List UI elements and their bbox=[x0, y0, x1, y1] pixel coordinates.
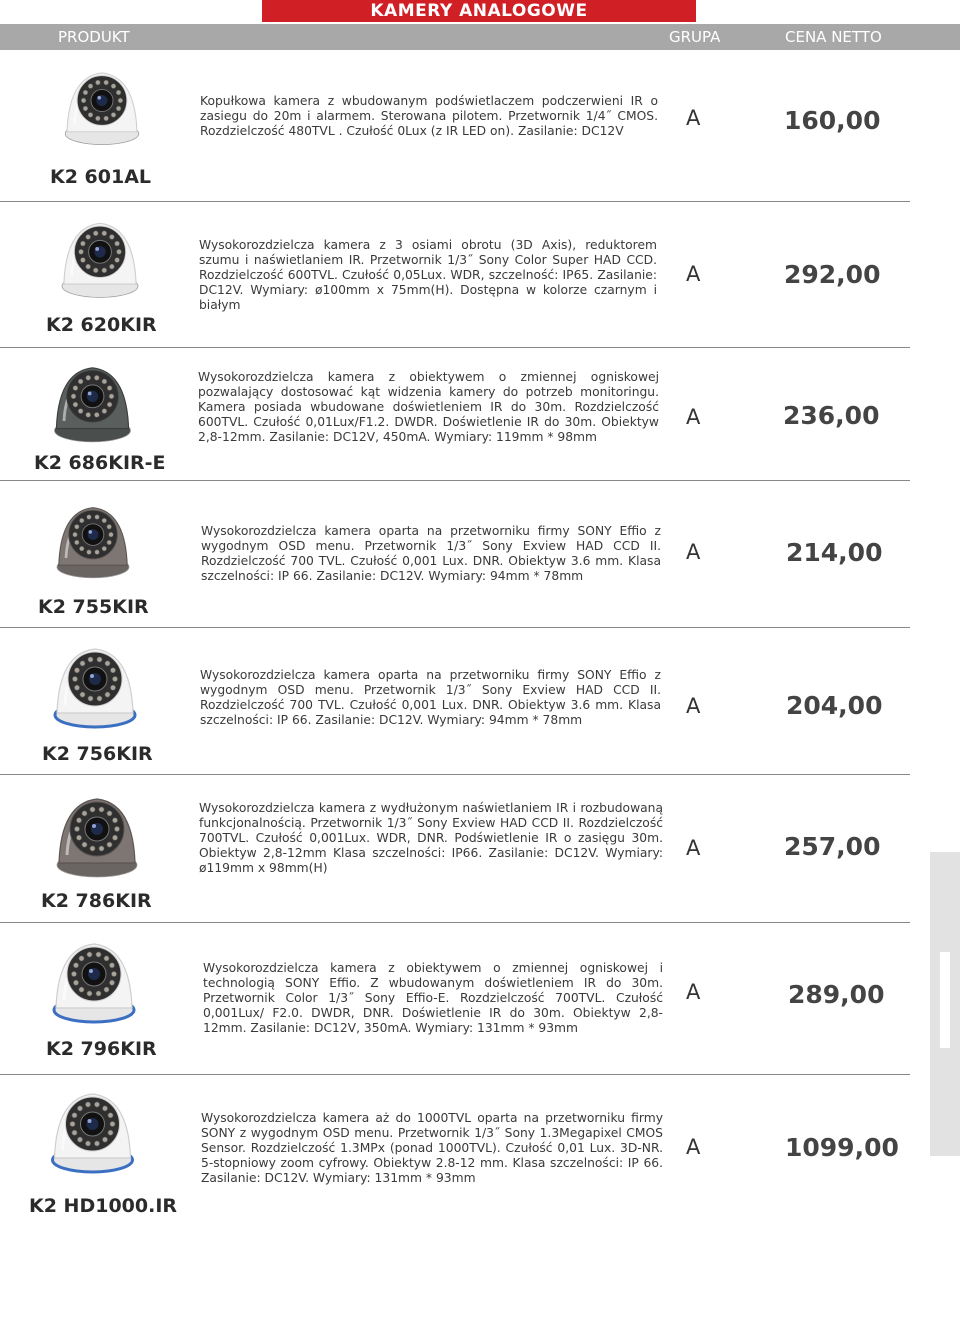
header-product: PRODUKT bbox=[58, 28, 130, 46]
product-group: A bbox=[686, 836, 701, 860]
product-description: Kopułkowa kamera z wbudowanym podświetlaczem podczerwieni IR o zasiegu do 20m i alarmem. Sterowana pilotem. Przetwornik 1/4˝ CMOS. Rozdzielczość 480TVL . Czułość 0Lux (z IR LED on). Zasilanie: DC12V bbox=[200, 94, 658, 138]
product-price: 1099,00 bbox=[785, 1133, 899, 1162]
product-description: Wysokorozdzielcza kamera oparta na przetworniku firmy SONY Effio z wygodnym OSD menu. Przetwornik 1/3˝ Sony Exview HAD CCD II. Rozdzielczość 700 TVL. Czułość 0,001 Lux. DNR. Obiektyw 3.6 mm. Klasa szczelności: IP 66. Zasilanie: DC12V. Wymiary: 94mm * 78mm bbox=[200, 668, 661, 727]
product-description: Wysokorozdzielcza kamera z wydłużonym naświetlaniem IR i rozbudowaną funkcjonalnością. Przetwornik 1/3˝ Sony Exview HAD CCD II. Rozdzielczość 700TVL. Czułość 0,001Lux. WDR, DNR. Podświetlenie IR o zasięgu 30m. Obiektyw 2,8-12mm Klasa szczelności: IP66. Zasilanie: DC12V. Wymiary: ø119mm x 98mm(H) bbox=[199, 801, 663, 875]
product-group: A bbox=[686, 1135, 701, 1159]
product-price: 292,00 bbox=[784, 260, 881, 289]
camera-photo bbox=[45, 635, 145, 735]
product-row bbox=[0, 775, 910, 923]
header-price: CENA NETTO bbox=[785, 28, 882, 46]
product-image bbox=[40, 1080, 145, 1180]
product-row bbox=[0, 55, 910, 202]
camera-photo bbox=[45, 352, 140, 452]
product-description: Wysokorozdzielcza kamera z obiektywem o zmiennej ogniskowej i technologią SONY Effio. Z wbudowanym doświetleniem IR do 30m. Przetwornik Color 1/3˝ Sony Effio-E. Rozdzielczość 700TVL. Czułość 0,001Lux/ F2.0. DWDR, DNR. Doświetlenie IR do 30m. Obiektyw 2,8-12mm. Zasilanie: DC12V, 350mA. Wymiary: 131mm * 93mm bbox=[203, 961, 663, 1035]
camera-photo bbox=[38, 785, 156, 885]
product-group: A bbox=[686, 262, 701, 286]
section-banner bbox=[262, 0, 696, 22]
product-code: K2 786KIR bbox=[41, 890, 152, 912]
product-price: 289,00 bbox=[788, 980, 885, 1009]
camera-photo bbox=[40, 930, 148, 1030]
product-description: Wysokorozdzielcza kamera z 3 osiami obrotu (3D Axis), reduktorem szumu i naświetlaniem IR. Przetwornik 1/3˝ Sony Color Super HAD CCD. Rozdzielczość 600TVL. Czułość 0,05Lux. WDR, szczelność: IP65. Zasilanie: DC12V. Wymiary: ø100mm x 75mm(H). Dostępna w kolorze czarnym i białym bbox=[199, 238, 657, 312]
product-image bbox=[48, 490, 138, 590]
product-row bbox=[0, 628, 910, 775]
product-price: 257,00 bbox=[784, 832, 881, 861]
camera-photo bbox=[40, 1080, 145, 1180]
side-tab bbox=[930, 852, 960, 1156]
table-header bbox=[0, 24, 960, 50]
product-code: K2 620KIR bbox=[46, 314, 157, 336]
side-tab-mark bbox=[940, 952, 950, 1048]
product-price: 236,00 bbox=[783, 401, 880, 430]
product-description: Wysokorozdzielcza kamera z obiektywem o zmiennej ogniskowej pozwalający dostosować kąt widzenia kamery do potrzeb monitoringu. Kamera posiada wbudowane doświetleniem IR do 30m. Rozdzielczość 600TVL. Czułość 0,01Lux/F1.2. DWDR. Doświetlenie IR do 30m. Obiektyw 2,8-12mm. Zasilanie: DC12V, 450mA. Wymiary: 119mm * 98mm bbox=[198, 370, 659, 444]
product-code: K2 756KIR bbox=[42, 743, 153, 765]
product-code: K2 601AL bbox=[50, 166, 152, 188]
product-code: K2 755KIR bbox=[38, 596, 149, 618]
product-price: 160,00 bbox=[784, 106, 881, 135]
product-description: Wysokorozdzielcza kamera aż do 1000TVL oparta na przetworniku firmy SONY z wygodnym OSD menu. Przetwornik 1/3˝ Sony 1.3Megapixel CMOS Sensor. Rozdzielczość 1.3MPx (ponad 1000TVL). Czułość 0,01 Lux. 3D-NR. 5-stopniowy zoom cyfrowy. Obiektyw 2.8-12 mm. Klasa szczelności: IP 66. Zasilanie: DC12V. Wymiary: 131mm * 93mm bbox=[201, 1111, 663, 1185]
camera-photo bbox=[40, 210, 160, 305]
product-code: K2 796KIR bbox=[46, 1038, 157, 1060]
product-description: Wysokorozdzielcza kamera oparta na przetworniku firmy SONY Effio z wygodnym OSD menu. Przetwornik 1/3˝ Sony Exview HAD CCD II. Rozdzielczość 700 TVL. Czułość 0,001 Lux. DNR. Obiektyw 3.6 mm. Klasa szczelności: IP 66. Zasilanie: DC12V. Wymiary: 94mm * 78mm bbox=[201, 524, 661, 583]
camera-photo bbox=[52, 60, 152, 152]
product-group: A bbox=[686, 980, 701, 1004]
section-title: KAMERY ANALOGOWE bbox=[370, 1, 588, 21]
product-row bbox=[0, 481, 910, 628]
product-code: K2 686KIR-E bbox=[34, 452, 166, 474]
product-group: A bbox=[686, 106, 701, 130]
product-row bbox=[0, 348, 910, 481]
product-image bbox=[40, 930, 148, 1030]
product-row bbox=[0, 202, 910, 348]
product-image bbox=[40, 210, 160, 305]
product-image bbox=[45, 352, 140, 452]
product-image bbox=[52, 60, 152, 152]
product-row bbox=[0, 923, 910, 1075]
product-row bbox=[0, 1075, 910, 1225]
product-image bbox=[45, 635, 145, 735]
product-image bbox=[38, 785, 156, 885]
product-group: A bbox=[686, 540, 701, 564]
product-price: 214,00 bbox=[786, 538, 883, 567]
product-group: A bbox=[686, 405, 701, 429]
camera-photo bbox=[48, 490, 138, 590]
header-group: GRUPA bbox=[669, 28, 721, 46]
product-group: A bbox=[686, 694, 701, 718]
product-code: K2 HD1000.IR bbox=[29, 1195, 178, 1217]
product-price: 204,00 bbox=[786, 691, 883, 720]
